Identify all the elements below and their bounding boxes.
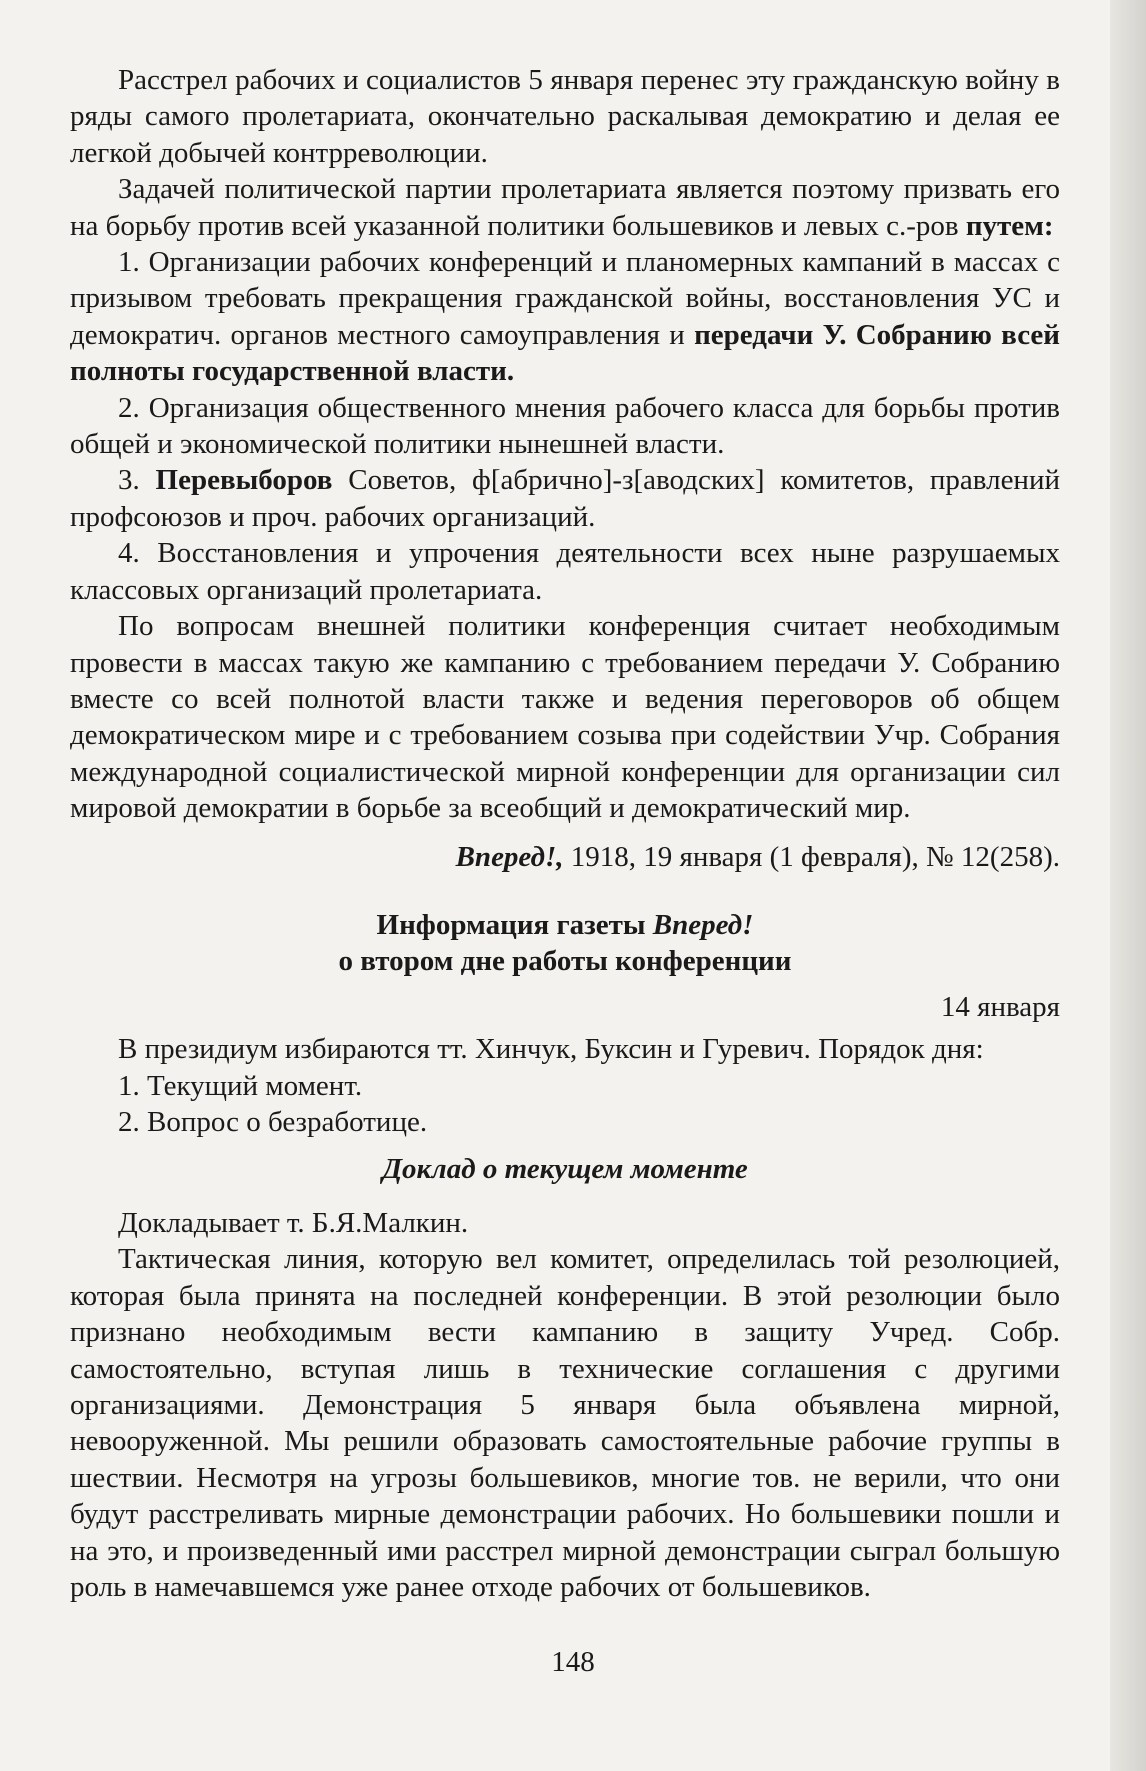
agenda-item-2: 2. Вопрос о безработице. bbox=[118, 1106, 428, 1139]
date-line: 14 января bbox=[940, 990, 1060, 1023]
agenda-item-1: 1. Текущий момент. bbox=[118, 1069, 363, 1102]
paragraph-shooting: Расстрел рабочих и социалистов 5 января перенес эту гражданскую войну в ряды самого пролетариата, окончательно раскалывая демократию и делая ее легкой добычей контрреволюции. bbox=[70, 64, 1060, 169]
page-number: 148 bbox=[551, 1646, 595, 1678]
page-edge-shadow bbox=[1110, 0, 1146, 1771]
list-item-3: 3. Перевыборов Советов, ф[абрично]-з[аводских] комитетов, правлений профсоюзов и проч. рабочих организаций. bbox=[70, 464, 1060, 533]
list-item-1: 1. Организации рабочих конференций и планомерных кампаний в массах с призывом требовать прекращения гражданской войны, восстановления УС и демократич. органов местного самоуправления и передачи У. Собранию всей полноты государственной власти. bbox=[70, 246, 1060, 388]
list-item-2: 2. Организация общественного мнения рабочего класса для борьбы против общей и экономической политики нынешней власти. bbox=[70, 391, 1060, 461]
document-body bbox=[70, 62, 1060, 1605]
paragraph-foreign-policy: По вопросам внешней политики конференция считает необходимым провести в массах такую же кампанию с требованием передачи У. Собранию вместе со всей полнотой власти также и ведения переговоров об общем демократическом мире и с требованием созыва при содействии Учр. Собрания международной социалистической мирной конференции для организации сил мировой демократии в борьбе за всеобщий и демократический мир. bbox=[70, 610, 1060, 825]
paragraph-report: Тактическая линия, которую вел комитет, определилась той резолюцией, которая была принята на последней конференции. В этой резолюции было признано необходимым вести кампанию в защиту Учред. Собр. самостоятельно, вступая лишь в технические соглашения с другими организациями. Демонстрация 5 января была объявлена мирной, невооруженной. Мы решили образовать самостоятельные рабочие группы в шествии. Несмотря на угрозы большевиков, многие тов. не верили, что они будут расстреливать мирные демонстрации рабочих. Но большевики пошли и на это, и произведенный ими расстрел мирной демонстрации сыграл большую роль в намечавшемся уже ранее отходе рабочих от большевиков. bbox=[70, 1243, 1060, 1604]
report-subheading: Доклад о текущем моменте bbox=[382, 1152, 748, 1185]
section-heading: Информация газеты Вперед! о втором дне работы конференции bbox=[338, 908, 792, 977]
source-citation: Вперед!, 1918, 19 января (1 февраля), № 12(258). bbox=[455, 840, 1060, 873]
list-item-4: 4. Восстановления и упрочения деятельности всех ныне разрушаемых классовых организаций пролетариата. bbox=[70, 537, 1060, 606]
paragraph-task: Задачей политической партии пролетариата является поэтому призвать его на борьбу против всей указанной политики большевиков и левых с.-ров путем: bbox=[70, 173, 1060, 242]
reporter-line: Докладывает т. Б.Я.Малкин. bbox=[118, 1206, 469, 1239]
paragraph-presidium: В президиум избираются тт. Хинчук, Буксин и Гуревич. Порядок дня: bbox=[118, 1033, 984, 1066]
